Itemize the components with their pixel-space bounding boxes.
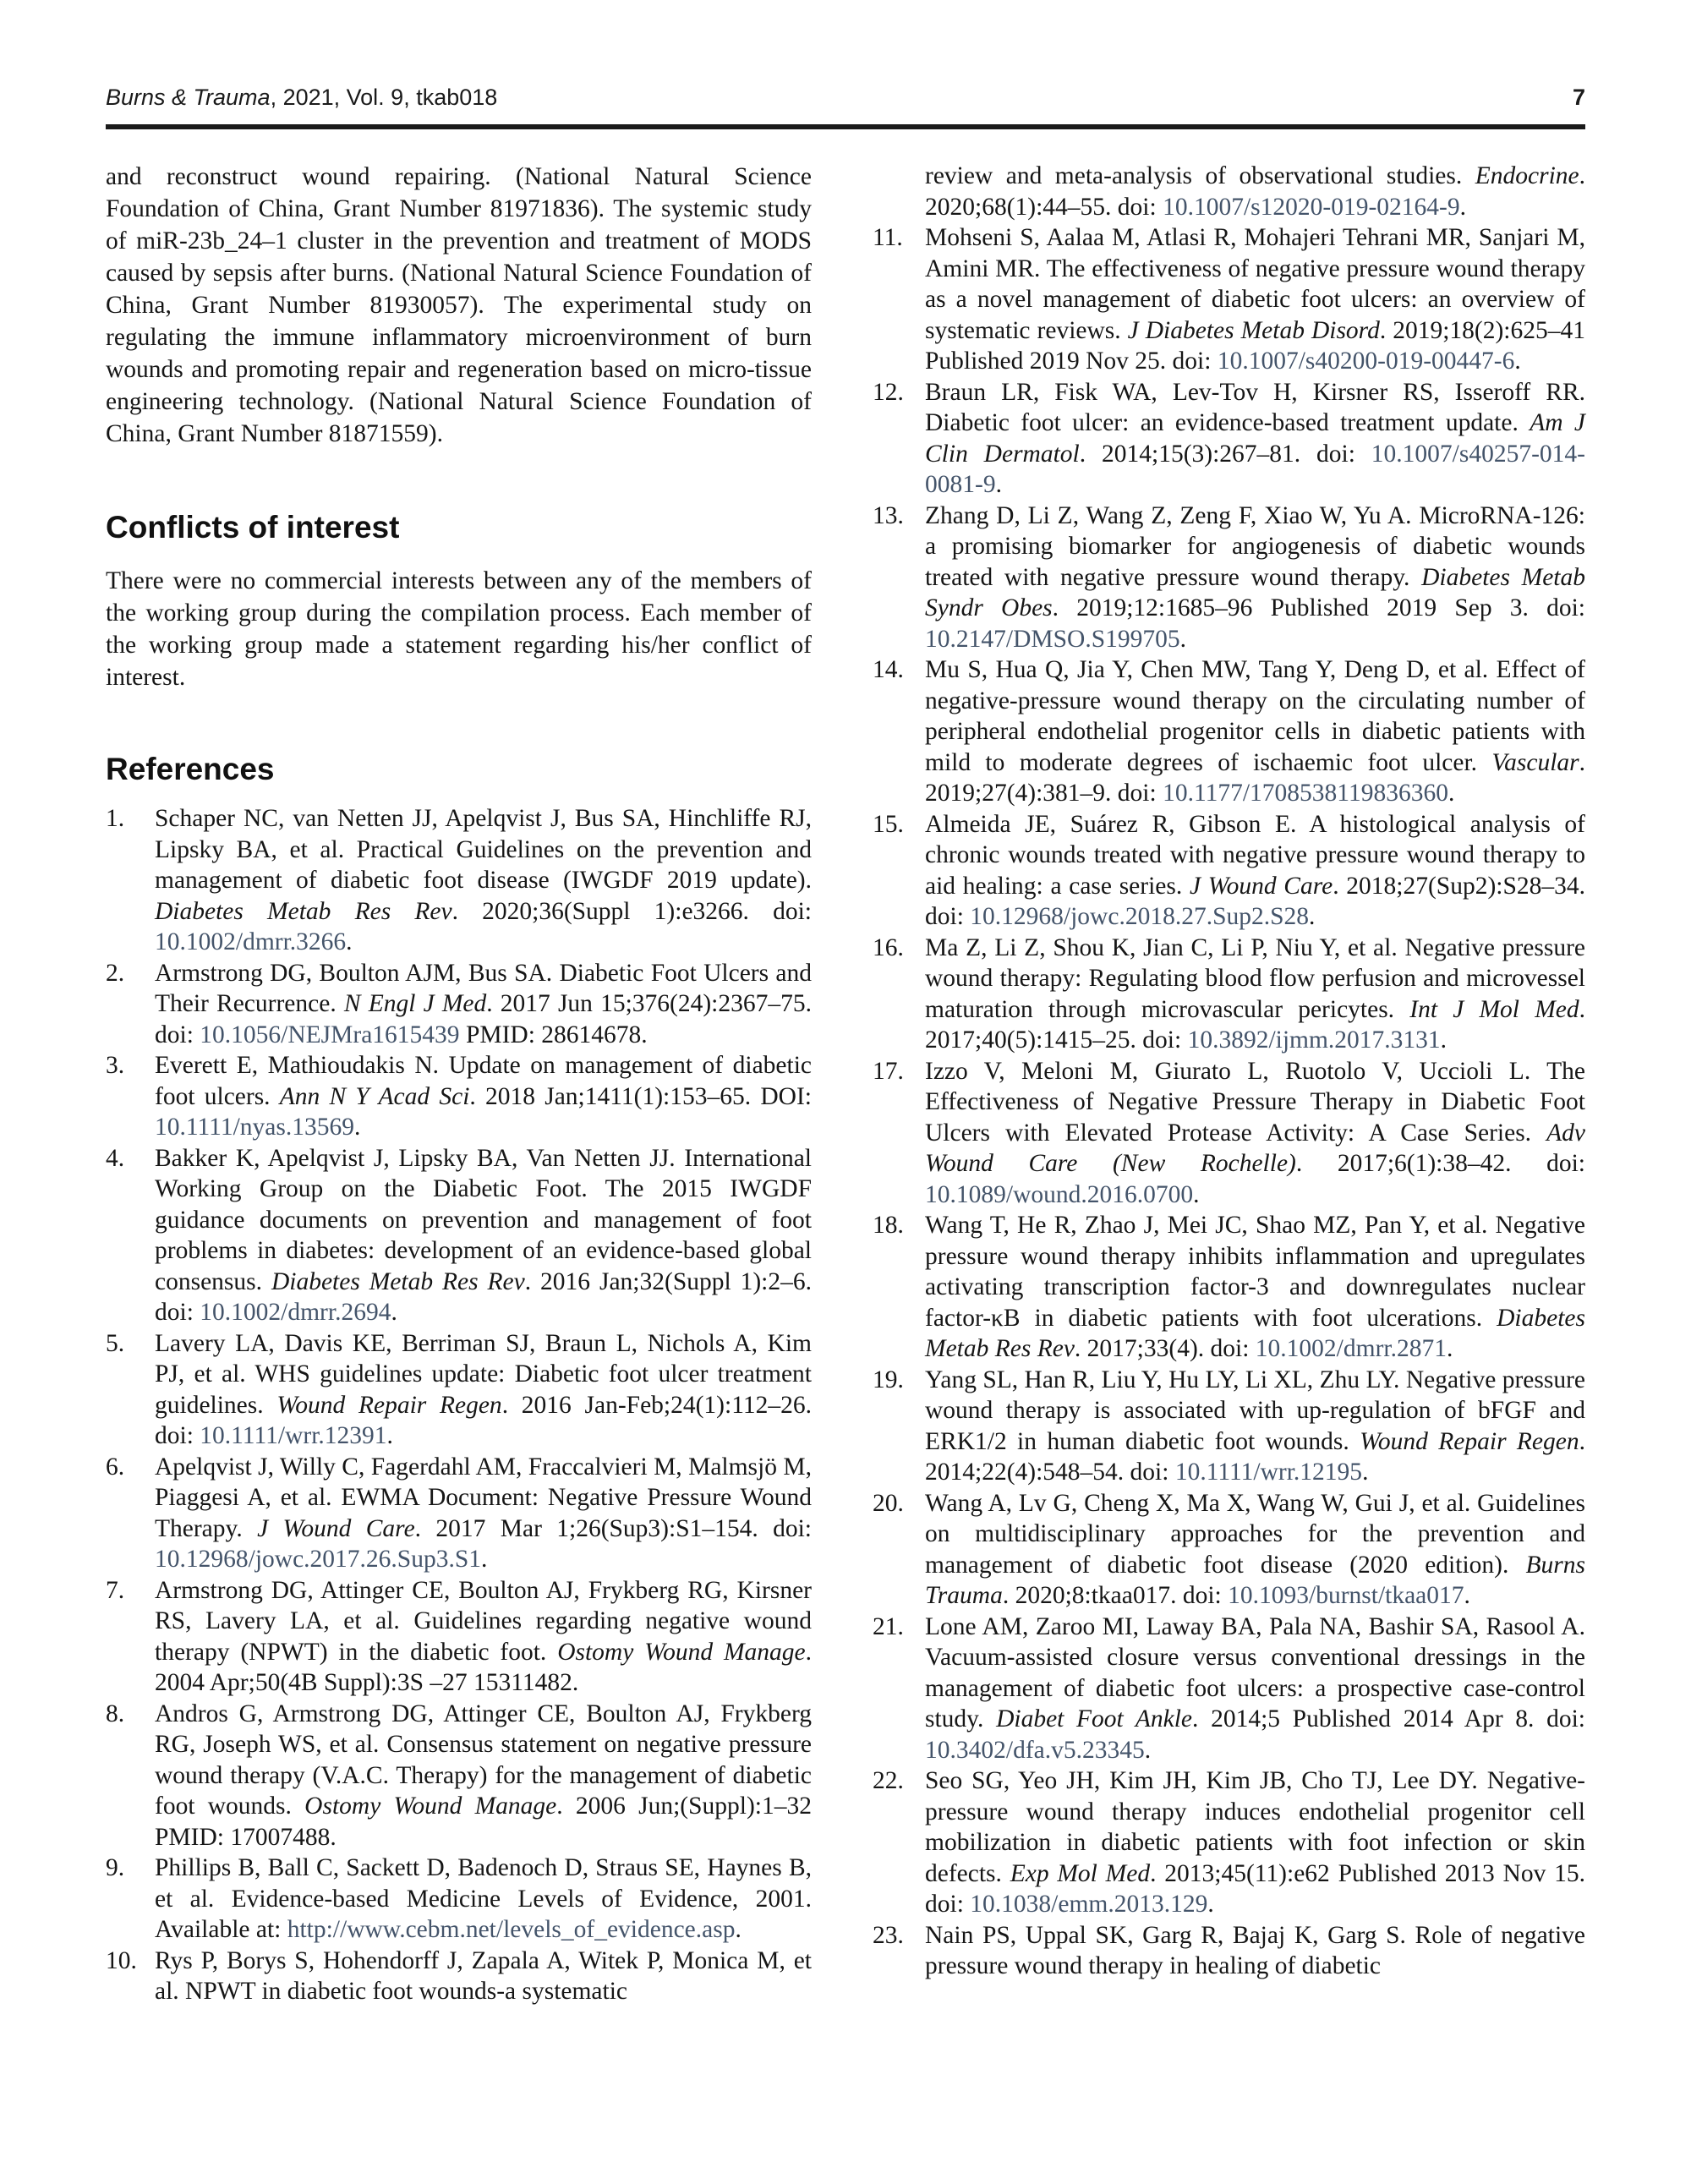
reference-text: Schaper NC, van Netten JJ, Apelqvist J, Bus SA, Hinchliffe RJ, Lipsky BA, et al. Practical Guidelines on the prevention and management of diabetic foot disease (IWGDF 2019 update).	[155, 805, 812, 894]
reference-text: PMID: 28614678.	[459, 1021, 648, 1048]
journal-title: Burns & Trauma	[106, 85, 271, 110]
journal-name: N Engl J Med	[343, 990, 487, 1017]
reference-text: . 2018 Jan;1411(1):153–65. DOI:	[469, 1082, 812, 1110]
reference-text: Ma Z, Li Z, Shou K, Jian C, Li P, Niu Y, et al. Negative pressure wound therapy: Regulating blood flow perfusion and microvessel maturation through microvascular pericytes.	[925, 933, 1585, 1023]
reference-item	[873, 654, 1585, 809]
reference-text: .	[1440, 1026, 1447, 1054]
reference-text: . 2020;68(1):44–55. doi:	[925, 162, 1585, 221]
doi-link[interactable]: 10.1002/dmrr.2871	[1255, 1335, 1447, 1362]
reference-text: Mu S, Hua Q, Jia Y, Chen MW, Tang Y, Deng D, et al. Effect of negative-pressure wound therapy on the circulating number of peripheral endothelial progenitor cells in diabetic patients with mild to moderate degrees of ischaemic foot ulcer.	[925, 656, 1585, 776]
reference-text: .	[386, 1422, 393, 1449]
doi-link[interactable]: 10.1002/dmrr.2694	[200, 1299, 391, 1326]
reference-item	[873, 1056, 1585, 1211]
journal-name: Diabetes Metab Res Rev	[925, 1304, 1585, 1362]
reference-item	[106, 1050, 812, 1143]
reference-text: Lavery LA, Davis KE, Berriman SJ, Braun L, Nichols A, Kim PJ, et al. WHS guidelines update: Diabetic foot ulcer treatment guidelines.	[155, 1329, 812, 1419]
journal-name: Wound Repair Regen	[1360, 1427, 1579, 1455]
doi-link[interactable]: 10.3892/ijmm.2017.3131	[1187, 1026, 1441, 1054]
reference-text: . 2014;5 Published 2014 Apr 8. doi:	[1192, 1705, 1585, 1732]
reference-number: 18.	[873, 1212, 904, 1239]
reference-item	[873, 1365, 1585, 1488]
references-heading: References	[106, 752, 275, 786]
reference-item	[873, 1920, 1585, 1982]
reference-text: . 2016 Jan;32(Suppl 1):2–6. doi:	[155, 1267, 812, 1326]
reference-text: Braun LR, Fisk WA, Lev-Tov H, Kirsner RS, Isseroff RR. Diabetic foot ulcer: an evidence-based treatment update.	[925, 378, 1585, 436]
journal-name: Wound Repair Regen	[276, 1391, 502, 1419]
funding-paragraph: and reconstruct wound repairing. (National Natural Science Foundation of China, Grant Number 81971836). The systemic study of miR-23b_24–1 cluster in the prevention and treatment of MODS caused by sepsis after burns. (National Natural Science Foundation of China, Grant Number 81930057). The experimental study on regulating the immune inflammatory microenvironment of burn wounds and promoting repair and regeneration based on micro-tissue engineering technology. (National Natural Science Foundation of China, Grant Number 81871559).	[106, 163, 812, 447]
reference-item	[106, 1143, 812, 1328]
reference-text: .	[1193, 1180, 1200, 1208]
page-number: 7	[1572, 85, 1585, 110]
reference-text: . 2018;27(Sup2):S28–34. doi:	[925, 872, 1585, 930]
doi-link[interactable]: 10.1038/emm.2013.129	[970, 1891, 1208, 1918]
reference-text: Bakker K, Apelqvist J, Lipsky BA, Van Netten JJ. International Working Group on the Diabetic Foot. The 2015 IWGDF guidance documents on prevention and management of foot problems in diabetes: development of an evidence-based global consensus.	[155, 1144, 812, 1295]
reference-item	[873, 1612, 1585, 1766]
reference-item	[873, 222, 1585, 377]
reference-text: .	[480, 1546, 488, 1573]
reference-10-continuation	[873, 161, 1585, 222]
reference-text: . 2017;6(1):38–42. doi:	[1295, 1150, 1585, 1177]
reference-text: .	[995, 471, 1002, 498]
reference-text: . 2020;36(Suppl 1):e3266. doi:	[451, 897, 812, 925]
journal-name: J Diabetes Metab Disord	[1127, 316, 1380, 344]
journal-name: Exp Mol Med	[1010, 1859, 1151, 1887]
journal-name: Int J Mol Med	[1409, 995, 1579, 1023]
reference-text: . 2016 Jan-Feb;24(1):112–26. doi:	[155, 1391, 812, 1449]
reference-item	[873, 809, 1585, 933]
reference-text: Nain PS, Uppal SK, Garg R, Bajaj K, Garg S. Role of negative pressure wound therapy in healing of diabetic	[925, 1921, 1585, 1979]
reference-text: Armstrong DG, Attinger CE, Boulton AJ, Frykberg RG, Kirsner RS, Lavery LA, et al. Guidelines regarding negative wound therapy (NPWT) in the diabetic foot.	[155, 1576, 812, 1666]
doi-link[interactable]: 10.1111/nyas.13569	[155, 1114, 354, 1141]
reference-text: .	[735, 1916, 742, 1943]
reference-item	[106, 1699, 812, 1853]
reference-text: Phillips B, Ball C, Sackett D, Badenoch D, Straus SE, Haynes B, et al. Evidence-based Medicine Levels of Evidence, 2001. Available at:	[155, 1854, 812, 1943]
reference-text: . 2020;8:tkaa017. doi:	[1002, 1582, 1229, 1609]
journal-name: Ostomy Wound Manage	[304, 1793, 557, 1820]
reference-number: 21.	[873, 1612, 904, 1640]
reference-text: Almeida JE, Suárez R, Gibson E. A histological analysis of chronic wounds treated with negative pressure wound therapy to aid healing: a case series.	[925, 810, 1585, 900]
reference-text: Armstrong DG, Boulton AJM, Bus SA. Diabetic Foot Ulcers and Their Recurrence.	[155, 959, 812, 1017]
issue-info: , 2021, Vol. 9, tkab018	[270, 85, 498, 110]
references-list-left	[106, 803, 812, 2007]
doi-link[interactable]: 10.1007/s40200-019-00447-6	[1217, 348, 1515, 375]
reference-item	[106, 1575, 812, 1699]
references-list-right	[873, 222, 1585, 1982]
reference-text: .	[354, 1114, 361, 1141]
reference-number: 22.	[873, 1767, 904, 1794]
reference-number: 10.	[106, 1946, 137, 1974]
reference-number: 17.	[873, 1057, 904, 1085]
reference-text: . 2019;27(4):381–9. doi:	[925, 748, 1585, 807]
reference-item	[106, 1946, 812, 2007]
reference-number: 12.	[873, 378, 904, 406]
reference-text: . 2019;18(2):625–41 Published 2019 Nov 25. doi:	[925, 316, 1585, 375]
reference-number: 4.	[106, 1144, 125, 1172]
doi-link[interactable]: 10.2147/DMSO.S199705	[925, 625, 1180, 653]
reference-text: .	[1464, 1582, 1470, 1609]
reference-text: .	[1362, 1459, 1369, 1486]
reference-text: Rys P, Borys S, Hohendorff J, Zapala A, Witek P, Monica M, et al. NPWT in diabetic foot wounds-a systematic	[155, 1946, 812, 2005]
reference-item	[873, 501, 1585, 655]
left-column	[106, 161, 812, 2007]
reference-number: 14.	[873, 656, 904, 683]
reference-number: 1.	[106, 805, 125, 832]
journal-name: Diabetes Metab Res Rev	[271, 1267, 525, 1295]
doi-link[interactable]: 10.1177/1708538119836360	[1163, 780, 1448, 807]
doi-link[interactable]: 10.1093/burnst/tkaa017	[1228, 1582, 1464, 1609]
reference-text: .	[1207, 1891, 1214, 1918]
reference-item	[873, 1488, 1585, 1612]
reference-text: Andros G, Armstrong DG, Attinger CE, Boulton AJ, Frykberg RG, Joseph WS, et al. Consensus statement on negative pressure wound therapy (V.A.C. Therapy) for the management of diabetic foot wounds.	[155, 1700, 812, 1820]
reference-number: 6.	[106, 1453, 125, 1481]
reference-number: 13.	[873, 501, 904, 529]
reference-text: Wang A, Lv G, Cheng X, Ma X, Wang W, Gui J, et al. Guidelines on multidisciplinary approaches for the prevention and management of diabetic foot disease (2020 edition).	[925, 1489, 1585, 1579]
reference-text: .	[1459, 193, 1466, 221]
reference-text: . 2017;40(5):1415–25. doi:	[925, 995, 1585, 1054]
journal-name: Diabet Foot Ankle	[996, 1705, 1193, 1732]
reference-text: .	[1447, 780, 1455, 807]
reference-text: . 2017;33(4). doi:	[1074, 1335, 1256, 1362]
journal-name: Burns Trauma	[925, 1551, 1585, 1609]
reference-text: .	[1144, 1736, 1152, 1764]
reference-number: 15.	[873, 810, 904, 838]
doi-link[interactable]: 10.1007/s12020-019-02164-9	[1163, 193, 1460, 221]
url-link[interactable]: http://www.cebm.net/levels_of_evidence.asp	[287, 1916, 736, 1943]
reference-item	[106, 1328, 812, 1452]
doi-link[interactable]: 10.1089/wound.2016.0700	[925, 1180, 1194, 1208]
doi-link[interactable]: 10.1007/s40257-014-0081-9	[925, 440, 1585, 498]
reference-number: 20.	[873, 1489, 904, 1517]
doi-link[interactable]: 10.12968/jowc.2017.26.Sup3.S1	[155, 1546, 481, 1573]
reference-text: Everett E, Mathioudakis N. Update on management of diabetic foot ulcers.	[155, 1052, 812, 1110]
doi-link[interactable]: 10.3402/dfa.v5.23345	[925, 1736, 1145, 1764]
right-column	[873, 161, 1585, 1982]
journal-name: Ann N Y Acad Sci	[279, 1082, 470, 1110]
conflicts-of-interest-heading: Conflicts of interest	[106, 510, 400, 545]
reference-item	[873, 377, 1585, 501]
reference-number: 23.	[873, 1921, 904, 1949]
reference-text: . 2017 Mar 1;26(Sup3):S1–154. doi:	[414, 1514, 812, 1542]
doi-link[interactable]: 10.1056/NEJMra1615439	[200, 1021, 460, 1048]
reference-item	[873, 933, 1585, 1056]
reference-text: Yang SL, Han R, Liu Y, Hu LY, Li XL, Zhu LY. Negative pressure wound therapy is associated with up-regulation of bFGF and ERK1/2 in human diabetic foot wounds.	[925, 1366, 1585, 1455]
journal-name: J Wound Care	[257, 1514, 415, 1542]
reference-item	[873, 1210, 1585, 1365]
reference-number: 16.	[873, 933, 904, 961]
reference-item	[106, 1853, 812, 1946]
journal-citation	[106, 85, 497, 111]
journal-name: Vascular	[1491, 748, 1579, 776]
reference-item	[106, 1452, 812, 1575]
reference-text: Wang T, He R, Zhao J, Mei JC, Shao MZ, Pan Y, et al. Negative pressure wound therapy inhibits inflammation and upregulates activating transcription factor-3 and downregulates nuclear factor-κB in diabetic patients with foot ulcerations.	[925, 1212, 1585, 1332]
page-header	[106, 85, 1585, 111]
journal-name: Diabetes Metab Res Rev	[155, 897, 452, 925]
reference-number: 5.	[106, 1329, 125, 1357]
reference-text: . 2019;12:1685–96 Published 2019 Sep 3. doi:	[1052, 594, 1585, 621]
journal-name: Adv Wound Care (New Rochelle)	[925, 1119, 1585, 1177]
reference-number: 19.	[873, 1366, 904, 1393]
reference-text: Mohseni S, Aalaa M, Atlasi R, Mohajeri Tehrani MR, Sanjari M, Amini MR. The effectiveness of negative pressure wound therapy as a novel management of diabetic foot ulcers: an overview of systematic reviews.	[925, 224, 1585, 344]
reference-text: . 2006 Jun;(Suppl):1–32 PMID: 17007488.	[155, 1793, 812, 1851]
reference-text: . 2013;45(11):e62 Published 2013 Nov 15. doi:	[925, 1859, 1586, 1918]
reference-text: .	[346, 928, 353, 955]
reference-text: Izzo V, Meloni M, Giurato L, Ruotolo V, Uccioli L. The Effectiveness of Negative Pressure Therapy in Diabetic Foot Ulcers with Elevated Protease Activity: A Case Series.	[925, 1057, 1585, 1147]
reference-text: .	[1179, 625, 1186, 653]
reference-text: .	[391, 1299, 397, 1326]
journal-name: Ostomy Wound Manage	[557, 1638, 806, 1666]
reference-number: 9.	[106, 1854, 125, 1881]
reference-item	[106, 803, 812, 958]
reference-number: 11.	[873, 224, 903, 251]
reference-text: . 2014;15(3):267–81. doi:	[1079, 440, 1371, 468]
doi-link[interactable]: 10.1111/wrr.12195	[1174, 1459, 1363, 1486]
reference-text: .	[1514, 348, 1521, 375]
journal-name: Diabetes Metab Syndr Obes	[925, 563, 1585, 621]
reference-item	[106, 958, 812, 1051]
reference-text: . 2017 Jun 15;376(24):2367–75. doi:	[155, 990, 812, 1048]
reference-number: 7.	[106, 1576, 125, 1604]
reference-text: review and meta-analysis of observational studies.	[925, 162, 1475, 189]
reference-item	[873, 1765, 1585, 1920]
reference-text: .	[1446, 1335, 1453, 1362]
reference-number: 2.	[106, 959, 125, 987]
reference-text: Seo SG, Yeo JH, Kim JH, Kim JB, Cho TJ, Lee DY. Negative-pressure wound therapy induces endothelial progenitor cell mobilization in diabetic patients with foot infection or skin defects.	[925, 1767, 1585, 1887]
reference-number: 3.	[106, 1052, 125, 1079]
journal-name: J Wound Care	[1189, 872, 1333, 900]
reference-text: Lone AM, Zaroo MI, Laway BA, Pala NA, Bashir SA, Rasool A. Vacuum-assisted closure versus conventional dressings in the management of diabetic foot ulcers: a prospective case-control study.	[925, 1612, 1585, 1732]
doi-link[interactable]: 10.12968/jowc.2018.27.Sup2.S28	[970, 903, 1310, 930]
reference-text: Zhang D, Li Z, Wang Z, Zeng F, Xiao W, Yu A. MicroRNA-126: a promising biomarker for angiogenesis of diabetic wounds treated with negative pressure wound therapy.	[925, 501, 1585, 591]
reference-text: .	[1309, 903, 1316, 930]
reference-text: Apelqvist J, Willy C, Fagerdahl AM, Fraccalvieri M, Malmsjö M, Piaggesi A, et al. EWMA Document: Negative Pressure Wound Therapy.	[155, 1453, 812, 1542]
reference-text: . 2004 Apr;50(4B Suppl):3S –27 15311482.	[155, 1638, 812, 1696]
doi-link[interactable]: 10.1002/dmrr.3266	[155, 928, 347, 955]
journal-name: Endocrine	[1475, 162, 1579, 189]
journal-name: Am J Clin Dermatol	[925, 409, 1585, 468]
header-rule	[106, 124, 1585, 129]
doi-link[interactable]: 10.1111/wrr.12391	[200, 1422, 387, 1449]
conflicts-of-interest-paragraph: There were no commercial interests between any of the members of the working group during the compilation process. Each member of the working group made a statement regarding his/her conflict of interest.	[106, 567, 812, 691]
reference-number: 8.	[106, 1700, 125, 1727]
reference-text: . 2014;22(4):548–54. doi:	[925, 1427, 1585, 1486]
